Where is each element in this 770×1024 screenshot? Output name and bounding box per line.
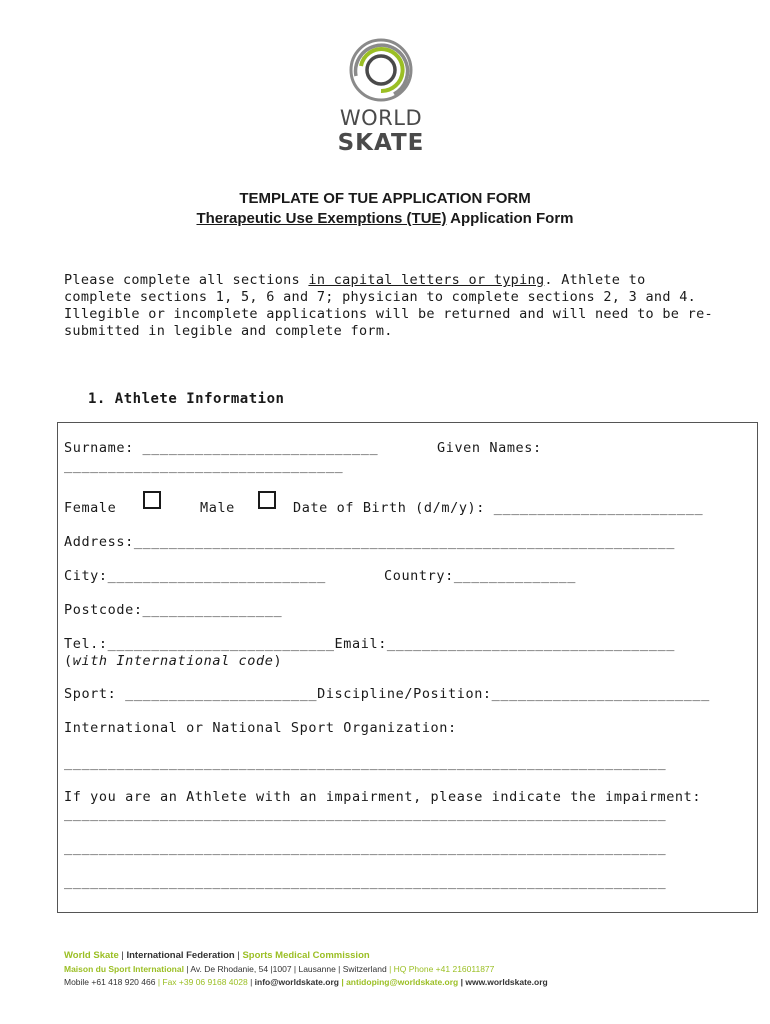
impairment-field-1[interactable]: _____________________________________________________________________ <box>64 806 667 822</box>
section-heading: 1. Athlete Information <box>88 391 285 407</box>
footer-fax: | Fax +39 06 9168 4028 <box>157 977 248 987</box>
postcode-field[interactable]: Postcode:________________ <box>64 602 283 618</box>
footer-federation: International Federation <box>126 950 235 961</box>
footer-maison: Maison du Sport International <box>64 964 184 974</box>
address-field[interactable]: Address:______________________________________________________________ <box>64 534 675 550</box>
sport-organization-field[interactable]: _____________________________________________________________________ <box>64 755 667 771</box>
male-checkbox[interactable] <box>258 491 276 509</box>
surname-field[interactable]: Surname: ___________________________ <box>64 440 379 456</box>
impairment-field-3[interactable]: _____________________________________________________________________ <box>64 874 667 890</box>
form-subtitle-underlined: Therapeutic Use Exemptions (TUE) <box>196 210 447 227</box>
tel-note: (with International code) <box>64 653 283 669</box>
instructions-text: Please complete all sections <box>64 272 309 288</box>
country-field[interactable]: Country:______________ <box>384 568 577 584</box>
footer-org: World Skate <box>64 950 119 961</box>
footer-antidoping-email[interactable]: | antidoping@worldskate.org <box>338 977 459 987</box>
sport-discipline-field[interactable]: Sport: ______________________Discipline/Position:_________________________ <box>64 686 710 702</box>
tel-email-field[interactable]: Tel.:__________________________Email:_________________________________ <box>64 636 675 652</box>
footer-line-3 <box>64 977 548 987</box>
sport-organization-label: International or National Sport Organization: <box>64 720 457 736</box>
form-title: TEMPLATE OF TUE APPLICATION FORM <box>239 190 531 207</box>
footer-separator: | <box>234 950 243 961</box>
instructions-underlined: in capital letters or typing <box>308 272 545 288</box>
footer-separator: | <box>247 977 255 987</box>
instructions-text-rest: . Athlete to complete sections 1, 5, 6 and 7; physician to complete sections 2, 3 and 4. Illegible or incomplete applications will be returned and will need to be re-submitted in legible and complete form. <box>64 272 713 339</box>
date-of-birth-field[interactable]: Date of Birth (d/m/y): ________________________ <box>293 500 704 516</box>
female-label: Female <box>64 500 117 516</box>
tel-note-text: with International code <box>72 653 274 669</box>
impairment-field-2[interactable]: _____________________________________________________________________ <box>64 840 667 856</box>
footer-separator: | <box>118 950 127 961</box>
logo-word-skate: SKATE <box>337 130 425 156</box>
female-checkbox[interactable] <box>143 491 161 509</box>
city-field[interactable]: City:_________________________ <box>64 568 326 584</box>
footer-website[interactable]: | www.worldskate.org <box>458 977 548 987</box>
male-label: Male <box>200 500 235 516</box>
given-names-field[interactable]: ________________________________ <box>64 458 344 474</box>
impairment-label: If you are an Athlete with an impairment, please indicate the impairment: <box>64 789 702 805</box>
footer-commission: Sports Medical Commission <box>242 950 370 961</box>
footer-hq-phone: | HQ Phone +41 216011877 <box>389 964 495 974</box>
footer-info-email[interactable]: info@worldskate.org <box>254 977 339 987</box>
form-subtitle-rest: Application Form <box>446 210 574 227</box>
logo-ring-icon <box>344 36 418 104</box>
footer-line-1 <box>64 950 370 961</box>
world-skate-logo <box>328 36 434 154</box>
logo-word-world: WORLD <box>339 106 423 130</box>
footer-address: | Av. De Rhodanie, 54 |1007 | Lausanne | Switzerland <box>183 964 390 974</box>
given-names-label: Given Names: <box>437 440 542 456</box>
form-subtitle <box>0 210 770 227</box>
footer-mobile: Mobile +61 418 920 466 <box>64 977 158 987</box>
instructions-paragraph <box>64 272 714 340</box>
footer-line-2 <box>64 964 494 974</box>
